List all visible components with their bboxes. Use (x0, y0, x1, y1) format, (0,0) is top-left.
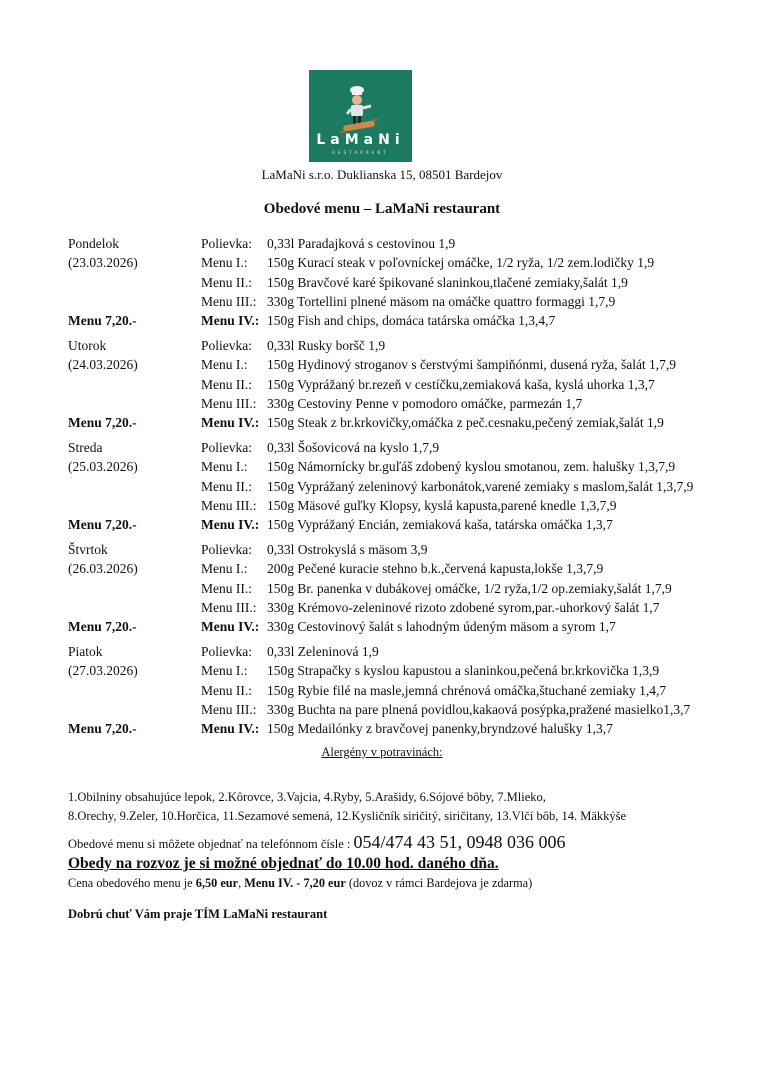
item-text: 150g Rybie filé na masle,jemná chrénová omáčka,štuchané zemiaky 1,4,7 (267, 682, 667, 698)
logo-subtext: RESTAURANT (332, 150, 389, 155)
item-text: 200g Pečené kuracie stehno b.k.,červená kapusta,lokše 1,3,7,9 (267, 561, 604, 577)
day-date: (26.03.2026) (68, 561, 138, 577)
day-section-thursday (68, 540, 748, 636)
price-menu-iv: Menu IV. - 7,20 eur (244, 876, 346, 890)
day-section-friday (68, 642, 748, 738)
day-section-wednesday (68, 438, 748, 534)
item-text: 150g Námornícky br.guľáš zdobený kyslou smotanou, zem. halušky 1,3,7,9 (267, 459, 676, 475)
day-name: Pondelok (68, 236, 120, 251)
company-address: LaMaNi s.r.o. Duklianska 15, 08501 Bardejov (261, 167, 503, 182)
day-name: Piatok (68, 644, 103, 659)
item-text: 150g Kurací steak v poľovníckej omáčke, 1/2 ryža, 1/2 zem.lodičky 1,9 (267, 255, 655, 271)
item-label: Menu II.: (201, 274, 252, 290)
item-text: 330g Krémovo-zeleninové rizoto zdobené syrom,par.-uhorkový šalát 1,7 (267, 599, 660, 615)
item-label: Menu II.: (201, 682, 252, 698)
item-text: 150g Hydinový stroganov s čerstvými šampiňónmi, dusená ryža, šalát 1,7,9 (267, 357, 677, 373)
day-price: Menu 7,20.- (68, 721, 137, 737)
allergens-list (68, 788, 626, 826)
price-info (68, 876, 532, 891)
item-text: 0,33l Ostrokyslá s mäsom 3,9 (267, 542, 428, 557)
chef-logo-icon (309, 70, 412, 162)
item-label: Menu III.: (201, 701, 257, 717)
item-label: Menu IV.: (201, 313, 260, 329)
item-label: Menu I.: (201, 255, 248, 271)
allergens-heading: Alergény v potravinách: (321, 745, 443, 759)
item-label: Polievka: (201, 338, 252, 353)
item-label: Menu II.: (201, 478, 252, 494)
day-date: (27.03.2026) (68, 663, 138, 679)
page-title: Obedové menu – LaMaNi restaurant (263, 201, 501, 217)
price-standard: 6,50 eur (195, 876, 239, 890)
item-label: Menu II.: (201, 376, 252, 392)
item-label: Menu IV.: (201, 517, 260, 533)
day-section-monday (68, 234, 748, 330)
item-text: 0,33l Rusky boršč 1,9 (267, 338, 386, 353)
phone-numbers: 054/474 43 51, 0948 036 006 (353, 832, 566, 852)
item-text: 150g Mäsové guľky Klopsy, kyslá kapusta,parené knedle 1,3,7,9 (267, 497, 617, 513)
order-info (68, 832, 565, 853)
item-text: 0,33l Šošovicová na kyslo 1,7,9 (267, 440, 440, 455)
item-label: Polievka: (201, 542, 252, 557)
day-date: (25.03.2026) (68, 459, 138, 475)
item-label: Polievka: (201, 236, 252, 251)
item-text: 150g Vyprážaný Encián, zemiaková kaša, tatárska omáčka 1,3,7 (267, 517, 613, 533)
item-text: 150g Strapačky s kyslou kapustou a slaninkou,pečená br.krkovička 1,3,9 (267, 663, 660, 679)
item-label: Menu III.: (201, 599, 257, 615)
item-text: 150g Br. panenka v dubákovej omáčke, 1/2 ryža,1/2 op.zemiaky,šalát 1,7,9 (267, 580, 672, 596)
item-label: Menu III.: (201, 497, 257, 513)
item-label: Menu I.: (201, 459, 248, 475)
day-price: Menu 7,20.- (68, 619, 137, 635)
item-label: Menu I.: (201, 561, 248, 577)
item-label: Menu I.: (201, 663, 248, 679)
price-prefix: Cena obedového menu je (68, 876, 196, 890)
item-text: 0,33l Zeleninová 1,9 (267, 644, 379, 659)
item-text: 150g Steak z br.krkovičky,omáčka z peč.cesnaku,pečený zemiak,šalát 1,9 (267, 415, 664, 431)
item-label: Menu IV.: (201, 721, 260, 737)
item-text: 0,33l Paradajková s cestovinou 1,9 (267, 236, 456, 251)
item-text: 150g Vyprážaný zeleninový karbonátok,varené zemiaky s maslom,šalát 1,3,7,9 (267, 478, 694, 494)
item-text: 330g Tortellini plnené mäsom na omáčke quattro formaggi 1,7,9 (267, 293, 616, 309)
closing-greeting: Dobrú chuť Vám praje TÍM LaMaNi restaurant (68, 907, 328, 921)
price-suffix: (dovoz v rámci Bardejova je zdarma) (345, 876, 533, 890)
item-label: Menu IV.: (201, 415, 260, 431)
item-label: Menu III.: (201, 293, 257, 309)
item-text: 330g Buchta na pare plnená povidlou,kakaová posýpka,pražené masielko1,3,7 (267, 701, 691, 717)
day-name: Streda (68, 440, 103, 455)
day-price: Menu 7,20.- (68, 415, 137, 431)
item-text: 150g Medailónky z bravčovej panenky,bryndzové halušky 1,3,7 (267, 721, 613, 737)
item-label: Menu I.: (201, 357, 248, 373)
item-text: 150g Bravčové karé špikované slaninkou,tlačené zemiaky,šalát 1,9 (267, 274, 628, 290)
day-section-tuesday (68, 336, 748, 432)
day-name: Utorok (68, 338, 107, 353)
item-label: Menu IV.: (201, 619, 260, 635)
day-price: Menu 7,20.- (68, 313, 137, 329)
item-label: Menu II.: (201, 580, 252, 596)
order-text: Obedové menu si môžete objednať na telefónnom čísle : (68, 837, 354, 851)
restaurant-logo (309, 70, 412, 162)
allergens-line-1: 1.Obilniny obsahujúce lepok, 2.Kôrovce, 3.Vajcia, 4.Ryby, 5.Arašidy, 6.Sójové bôby, 7.Mlieko, (68, 790, 546, 804)
allergens-line-2: 8.Orechy, 9.Zeler, 10.Horčica, 11.Sezamové semená, 12.Kysličník siričitý, siričitany, 13.Vlčí bôb, 14. Mäkkýše (68, 809, 627, 823)
item-text: 150g Fish and chips, domáca tatárska omáčka 1,3,4,7 (267, 313, 556, 329)
day-name: Štvrtok (68, 542, 108, 557)
logo-text: LaMaNi (316, 132, 405, 148)
item-label: Polievka: (201, 644, 252, 659)
price-separator: , (238, 876, 245, 890)
day-price: Menu 7,20.- (68, 517, 137, 533)
day-date: (23.03.2026) (68, 255, 138, 271)
item-text: 330g Cestovinový šalát s lahodným údeným mäsom a syrom 1,7 (267, 619, 616, 635)
item-text: 330g Cestoviny Penne v pomodoro omáčke, parmezán 1,7 (267, 395, 583, 411)
item-label: Menu III.: (201, 395, 257, 411)
day-date: (24.03.2026) (68, 357, 138, 373)
delivery-note: Obedy na rozvoz je si možné objednať do 10.00 hod. daného dňa. (68, 855, 499, 872)
item-text: 150g Vyprážaný br.rezeň v cestíčku,zemiaková kaša, kyslá uhorka 1,3,7 (267, 376, 655, 392)
item-label: Polievka: (201, 440, 252, 455)
